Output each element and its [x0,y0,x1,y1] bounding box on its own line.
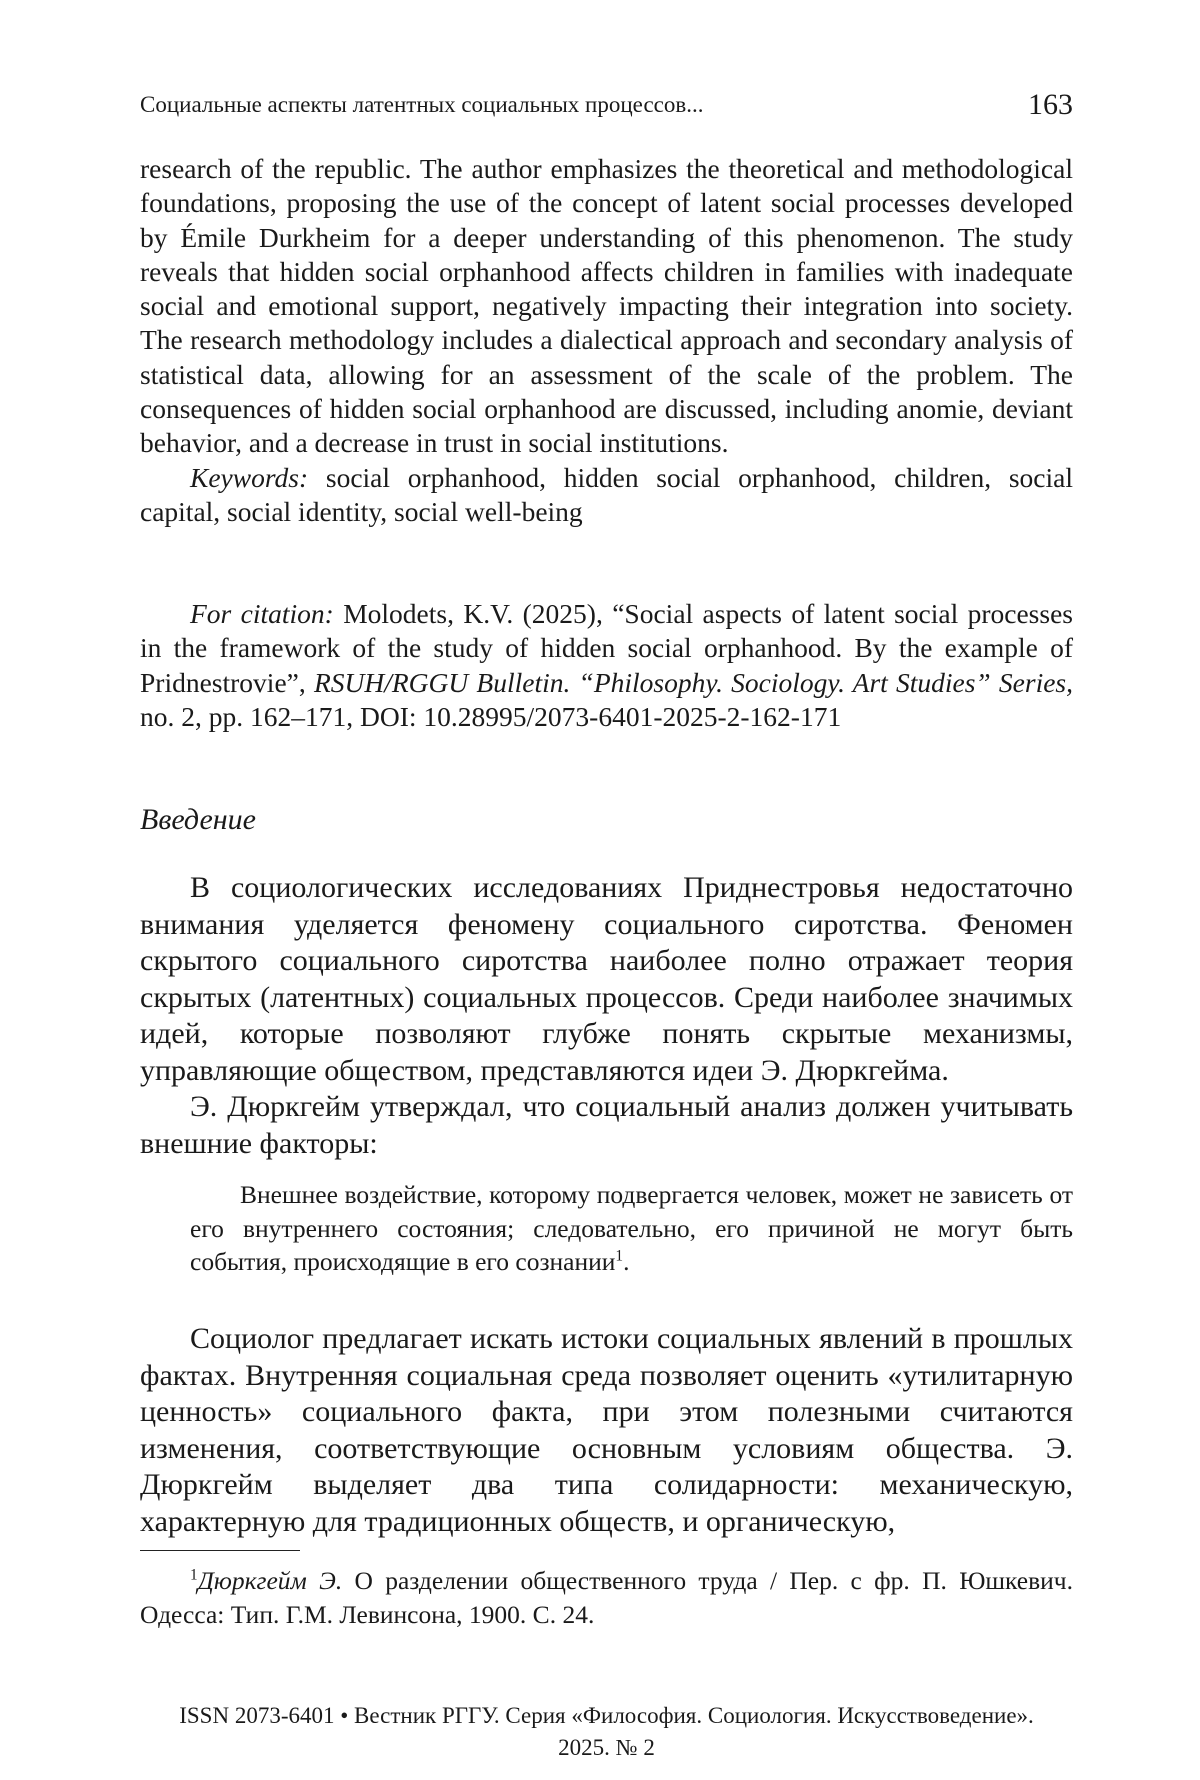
abstract-text: research of the republic. The author emphasizes the theoretical and methodological foundations, proposing the use of the concept of latent social processes developed by Émile Durkheim for a deeper understanding of this phenomenon. The study reveals that hidden social orphanhood affects children in families with inadequate social and emotional support, negatively impacting their integration into society. The research methodology includes a dialectical approach and secondary analysis of statistical data, allowing for an assessment of the scale of the problem. The consequences of hidden social orphanhood are discussed, including anomie, deviant behavior, and a decrease in trust in social institutions. [140,153,1073,459]
abstract [140,152,1073,529]
intro-paragraph-2: Э. Дюркгейм утверждал, что социальный анализ должен учитывать внешние факторы: [140,1090,1073,1160]
body-paragraph: Социолог предлагает искать истоки социальных явлений в прошлых фактах. Внутренняя социальная среда позволяет оценить «утилитарную ценность» социального факта, при этом полезными считаются изменения, соответствующие основным условиям общества. Э. Дюркгейм выделяет два типа солидарности: механическую, характерную для традиционных обществ, и органическую, [140,1322,1073,1538]
running-head [140,88,1073,128]
page-number: 163 [1028,88,1073,121]
footnote-author: Дюркгейм Э. [197,1566,343,1595]
footnote-number: 1 [190,1566,198,1584]
keywords-label: Keywords: [190,461,309,493]
block-quote [190,1178,1073,1279]
citation-label: For citation: [190,598,334,629]
running-title: Социальные аспекты латентных социальных процессов... [140,92,704,117]
footnote [140,1564,1073,1632]
citation-part2: no. 2, pp. 162–171, DOI: 10.28995/2073-6401-2025-2-162-171 [140,700,842,732]
journal-page [140,0,1073,1780]
footnote-ref[interactable]: 1 [615,1247,624,1265]
citation-part1: Molodets, K.V. (2025), “Social aspects of latent social processes in the framework of the study of hidden social orphanhood. By the example of Pridnestrovie”, [140,598,1073,698]
page-footer [140,1700,1073,1764]
section-heading: Введение [140,803,256,836]
footer-line-1: ISSN 2073-6401 • Вестник РГГУ. Серия «Философия. Социология. Искусствоведение». [179,1703,1034,1728]
footer-line-2: 2025. № 2 [558,1735,655,1760]
citation [140,597,1073,734]
footnote-divider [140,1550,300,1551]
citation-journal: RSUH/RGGU Bulletin. “Philosophy. Sociology. Art Studies” Series, [313,666,1074,698]
keywords-text: social orphanhood, hidden social orphanhood, children, social capital, social identity, social well-being [140,461,1073,527]
intro-paragraph-1: В социологических исследованиях Приднестровья недостаточно внимания уделяется феномену социального сиротства. Феномен скрытого социального сиротства наиболее полно отражает теория скрытых (латентных) социальных процессов. Среди наиболее значимых идей, которые позволяют глубже понять скрытые механизмы, управляющие обществом, представляются идеи Э. Дюркгейма. [140,871,1073,1087]
footnote-text: О разделении общественного труда / Пер. с фр. П. Юшкевич. Одесса: Тип. Г.М. Левинсона, 1900. С. 24. [140,1566,1073,1629]
quote-end: . [623,1247,630,1276]
intro-text [140,870,1073,1162]
quote-text: Внешнее воздействие, которому подвергается человек, может не зависеть от его внутреннего состояния; следовательно, его причиной не могут быть события, происходящие в его сознании [190,1180,1073,1276]
keywords [140,461,1073,530]
